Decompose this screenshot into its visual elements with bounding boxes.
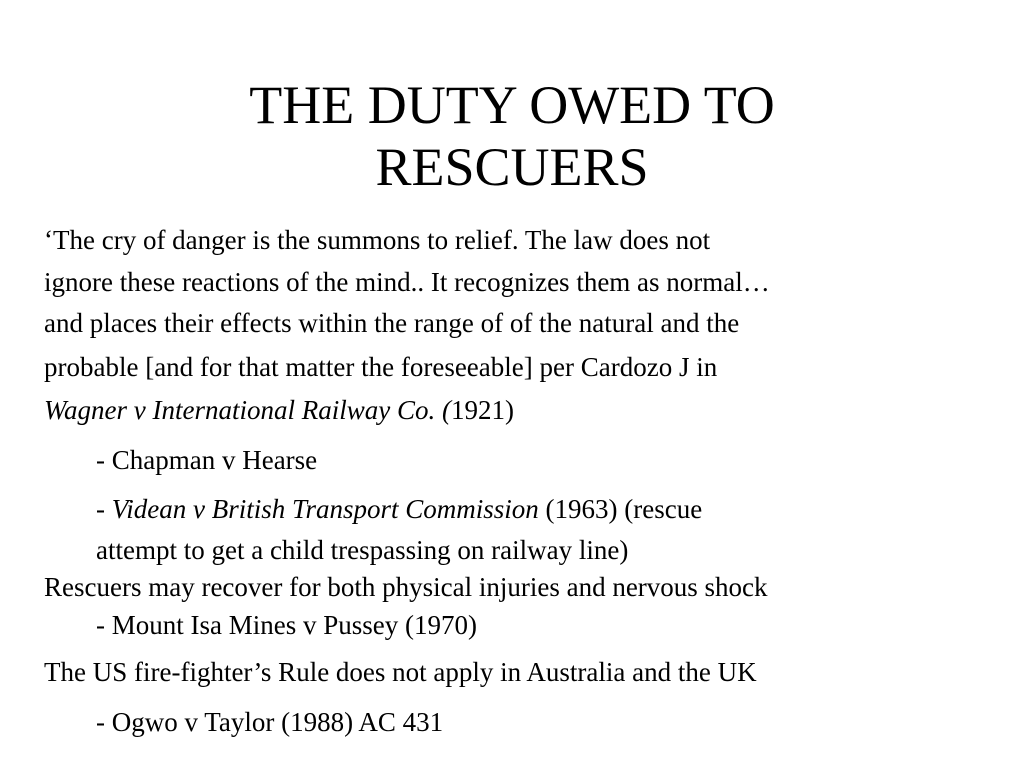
citation-year: 1921) — [450, 395, 514, 425]
case-mount-isa: - Mount Isa Mines v Pussey (1970) — [96, 610, 477, 640]
quote-line-3: and places their effects within the range of of the natural and the — [44, 308, 740, 338]
quote-citation — [44, 390, 514, 431]
videan-dash: - — [96, 494, 112, 524]
slide-title — [0, 74, 1024, 198]
videan-case-name: Videan v British Transport Commission — [111, 494, 539, 524]
slide-title-line-1: THE DUTY OWED TO — [249, 75, 775, 135]
case-videan — [96, 489, 702, 530]
case-videan-line-2: attempt to get a child trespassing on railway line) — [96, 535, 629, 565]
quote-line-1: ‘The cry of danger is the summons to relief. The law does not — [44, 225, 711, 255]
case-ogwo: - Ogwo v Taylor (1988) AC 431 — [96, 707, 444, 737]
point-rescuers-recover: Rescuers may recover for both physical injuries and nervous shock — [44, 572, 768, 602]
case-chapman: - Chapman v Hearse — [96, 445, 318, 475]
citation-case-name: Wagner v International Railway Co. ( — [44, 395, 451, 425]
videan-detail: (1963) (rescue — [538, 494, 703, 524]
slide-title-line-2: RESCUERS — [375, 137, 649, 197]
quote-line-4: probable [and for that matter the foreseeable] per Cardozo J in — [44, 352, 718, 382]
point-us-rule: The US fire-fighter’s Rule does not apply in Australia and the UK — [44, 657, 757, 687]
quote-line-2: ignore these reactions of the mind.. It recognizes them as normal… — [44, 267, 770, 297]
